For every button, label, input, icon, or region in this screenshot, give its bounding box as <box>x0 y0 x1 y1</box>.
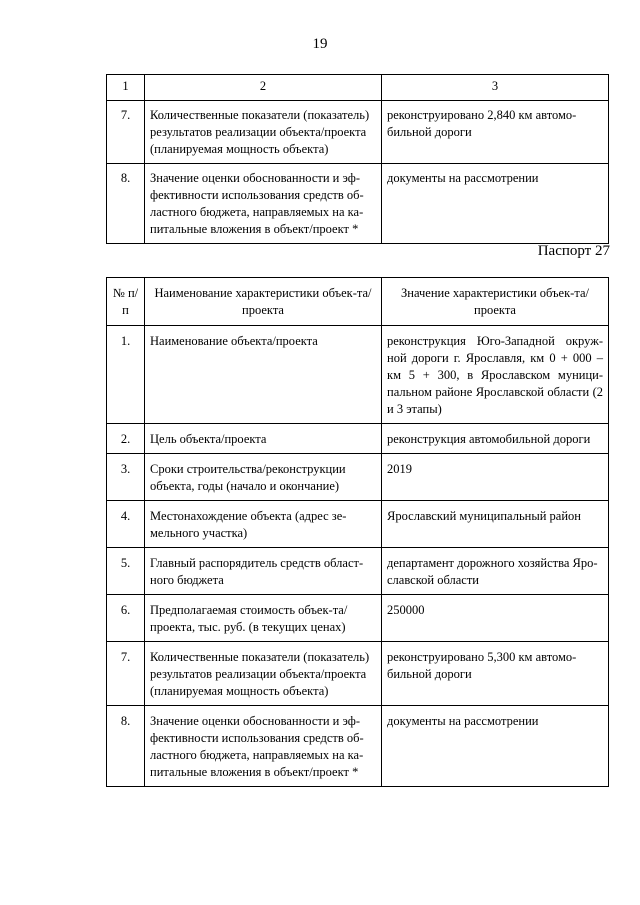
characteristic-name: Количественные показатели (показатель) результатов реализации объекта/проекта (планируемая мощность объекта) <box>145 642 382 706</box>
row-number: 2. <box>107 424 145 454</box>
table-row <box>107 548 609 595</box>
page-number: 19 <box>312 36 328 52</box>
row-number: 3. <box>107 454 145 501</box>
characteristic-value: 250000 <box>382 595 609 642</box>
row-number: 8. <box>107 164 145 244</box>
characteristic-value: реконструкция автомобильной дороги <box>382 424 609 454</box>
row-number: 7. <box>107 101 145 164</box>
row-number: 1. <box>107 326 145 424</box>
characteristic-name: Цель объекта/проекта <box>145 424 382 454</box>
row-number: 7. <box>107 642 145 706</box>
table-row <box>107 424 609 454</box>
characteristic-name: Местонахождение объекта (адрес зе-мельного участка) <box>145 501 382 548</box>
header-number: № п/п <box>107 278 145 326</box>
characteristic-value: реконструкция Юго-Западной окруж-ной дороги г. Ярославля, км 0 + 000 – км 5 + 300, в Ярославском муници-пальном районе Ярославской области (2 и 3 этапы) <box>382 326 609 424</box>
characteristic-value: 2019 <box>382 454 609 501</box>
characteristic-name: Сроки строительства/реконструкции объекта, годы (начало и окончание) <box>145 454 382 501</box>
characteristic-name: Наименование объекта/проекта <box>145 326 382 424</box>
characteristic-value: реконструировано 2,840 км автомо-бильной дороги <box>382 101 609 164</box>
table-row <box>107 101 609 164</box>
row-number: 8. <box>107 706 145 787</box>
table-row <box>107 642 609 706</box>
characteristic-name: Значение оценки обоснованности и эф-фективности использования средств об-ластного бюджета, направляемых на ка-питальные вложения в объект/проект * <box>145 706 382 787</box>
characteristic-value: департамент дорожного хозяйства Яро-славской области <box>382 548 609 595</box>
characteristic-name: Количественные показатели (показатель) результатов реализации объекта/проекта (планируемая мощность объекта) <box>145 101 382 164</box>
characteristic-name: Главный распорядитель средств област-ного бюджета <box>145 548 382 595</box>
table-header-row <box>107 278 609 326</box>
table-row <box>107 595 609 642</box>
table-row <box>107 454 609 501</box>
column-number-3: 3 <box>382 75 609 101</box>
passport-title: Паспорт 27 <box>537 243 610 259</box>
characteristic-value: реконструировано 5,300 км автомо-бильной дороги <box>382 642 609 706</box>
characteristic-name: Значение оценки обоснованности и эф-фективности использования средств об-ластного бюджета, направляемых на ка-питальные вложения в объект/проект * <box>145 164 382 244</box>
passport-26-continuation-table <box>106 74 609 244</box>
header-characteristic-name: Наименование характеристики объек-та/проекта <box>145 278 382 326</box>
row-number: 5. <box>107 548 145 595</box>
characteristic-value: Ярославский муниципальный район <box>382 501 609 548</box>
header-characteristic-value: Значение характеристики объек-та/проекта <box>382 278 609 326</box>
characteristic-value: документы на рассмотрении <box>382 706 609 787</box>
column-number-1: 1 <box>107 75 145 101</box>
table-header-row <box>107 75 609 101</box>
row-number: 4. <box>107 501 145 548</box>
table-row <box>107 326 609 424</box>
column-number-2: 2 <box>145 75 382 101</box>
table-row <box>107 164 609 244</box>
characteristic-value: документы на рассмотрении <box>382 164 609 244</box>
passport-27-table <box>106 277 609 787</box>
characteristic-name: Предполагаемая стоимость объек-та/проекта, тыс. руб. (в текущих ценах) <box>145 595 382 642</box>
table-row <box>107 501 609 548</box>
table-row <box>107 706 609 787</box>
row-number: 6. <box>107 595 145 642</box>
